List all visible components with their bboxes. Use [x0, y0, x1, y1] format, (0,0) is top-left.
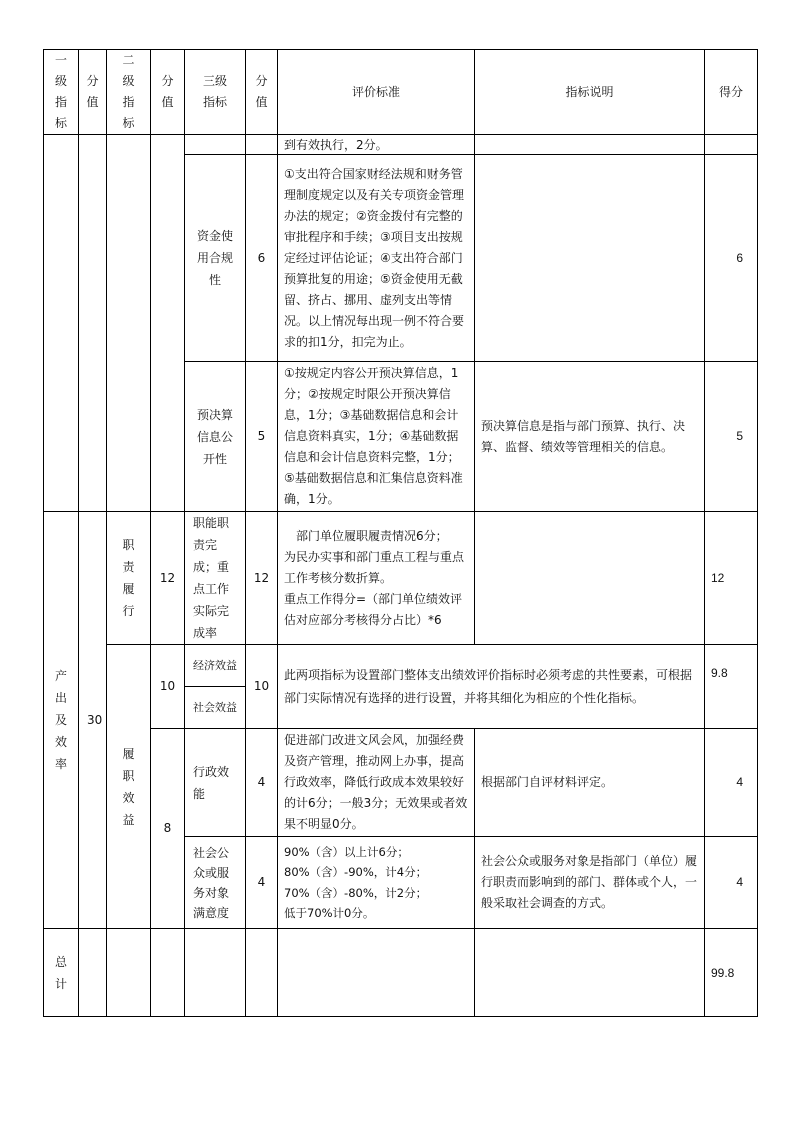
satisfaction-score: 4: [246, 837, 278, 929]
duty-criteria-line: 重点工作得分=（部门单位绩效评估对应部分考核得分占比）*6: [284, 591, 463, 627]
header-description: 指标说明: [475, 50, 705, 135]
header-score1: 分值: [79, 50, 107, 135]
admin-efficiency-score: 4: [246, 729, 278, 837]
header-row: [44, 50, 758, 135]
evaluation-table: [43, 49, 758, 1017]
budget-disclosure-criteria: ①按规定内容公开预决算信息，1分；②按规定时限公开预决算信息，1分；③基础数据信息和会计信息资料真实，1分；④基础数据信息和会计信息资料完整，1分；⑤基础数据信息和汇集信息资料准确，1分。: [278, 362, 475, 512]
satisfaction-criteria: [278, 837, 475, 929]
satisfaction-criteria-line: 90%（含）以上计6分；: [284, 844, 409, 859]
total-result: 99.8: [705, 929, 758, 1017]
satisfaction-criteria-line: 70%（含）-80%，计2分；: [284, 885, 428, 900]
duty-criteria-line: 为民办实事和部门重点工程与重点工作考核分数折算。: [284, 549, 465, 585]
duty-result: 12: [705, 512, 758, 645]
header-level1: 一级指标: [44, 50, 79, 135]
duty-level2: 职责履行: [107, 512, 151, 645]
header-level3: 三级指标: [185, 50, 246, 135]
fund-compliance-description: [475, 155, 705, 362]
output-score1: 30: [79, 512, 107, 929]
fund-compliance-criteria: ①支出符合国家财经法规和财务管理制度规定以及有关专项资金管理办法的规定；②资金拨付有完整的审批程序和手续；③项目支出按规定经过评估论证；④支出符合部门预算批复的用途；⑤资金使用无截留、挤占、挪用、虚列支出等情况。以上情况每出现一例不符合要求的扣1分，扣完为止。: [278, 155, 475, 362]
header-score2: 分值: [151, 50, 185, 135]
satisfaction-description: 社会公众或服务对象是指部门（单位）履行职责而影响到的部门、群体或个人，一般采取社会调查的方式。: [475, 837, 705, 929]
econ-benefit-score: 10: [246, 645, 278, 729]
duty-criteria: [278, 512, 475, 645]
budget-disclosure-result: 5: [705, 362, 758, 512]
econ-benefit-result: 9.8: [705, 645, 758, 729]
budget-disclosure-description: 预决算信息是指与部门预算、执行、决算、监督、绩效等管理相关的信息。: [475, 362, 705, 512]
satisfaction-result: 4: [705, 837, 758, 929]
header-score3: 分值: [246, 50, 278, 135]
admin-efficiency-description: 根据部门自评材料评定。: [475, 729, 705, 837]
duty-score2: 12: [151, 512, 185, 645]
satisfaction-criteria-line: 80%（含）-90%，计4分；: [284, 865, 428, 879]
benefit-sub-score2: 8: [151, 729, 185, 929]
benefit-level2: 履职效益: [107, 645, 151, 929]
total-label: 总计: [44, 929, 79, 1017]
benefit-score2: 10: [151, 645, 185, 729]
header-criteria: 评价标准: [278, 50, 475, 135]
fund-compliance-name: 资金使用合规性: [185, 155, 246, 362]
duty-score: 12: [246, 512, 278, 645]
table-row: [44, 135, 758, 155]
duty-description: [475, 512, 705, 645]
fund-compliance-score: 6: [246, 155, 278, 362]
admin-efficiency-criteria: 促进部门改进文风会风，加强经费及资产管理，推动网上办事，提高行政效率，降低行政成本效果较好的计6分；一般3分；无效果或者效果不明显0分。: [278, 729, 475, 837]
satisfaction-criteria-line: 低于70%计0分。: [284, 906, 375, 920]
table-row: [44, 512, 758, 645]
table-row: [44, 729, 758, 837]
fund-compliance-result: 6: [705, 155, 758, 362]
output-level1: 产出及效率: [44, 512, 79, 929]
duty-criteria-line: 部门单位履职履责情况6分；: [296, 528, 448, 543]
budget-disclosure-score: 5: [246, 362, 278, 512]
table-row: [44, 645, 758, 687]
econ-benefit-name: 经济效益: [185, 645, 246, 687]
satisfaction-name: 社会公众或服务对象满意度: [185, 837, 246, 929]
total-row: [44, 929, 758, 1017]
social-benefit-name: 社会效益: [185, 687, 246, 729]
duty-name: 职能职责完成；重点工作实际完成率: [185, 512, 246, 645]
continued-criteria: 到有效执行，2分。: [278, 135, 475, 155]
header-result: 得分: [705, 50, 758, 135]
admin-efficiency-name: 行政效能: [185, 729, 246, 837]
admin-efficiency-result: 4: [705, 729, 758, 837]
budget-disclosure-name: 预决算信息公开性: [185, 362, 246, 512]
econ-benefit-criteria: 此两项指标为设置部门整体支出绩效评价指标时必须考虑的共性要素，可根据部门实际情况有选择的进行设置，并将其细化为相应的个性化指标。: [278, 645, 705, 729]
header-level2: 二级指标: [107, 50, 151, 135]
